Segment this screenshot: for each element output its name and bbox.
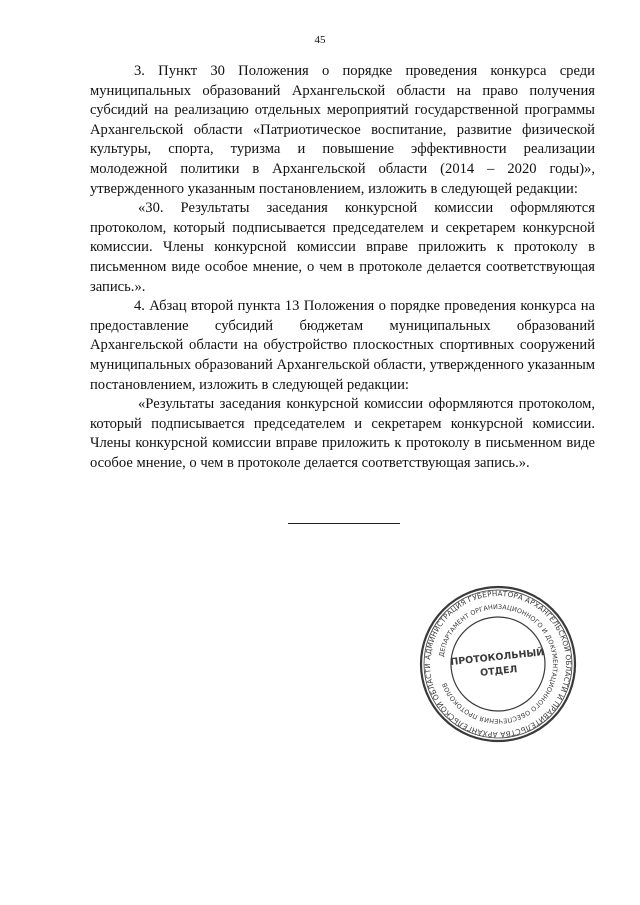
stamp-center-line-2: ОТДЕЛ bbox=[479, 664, 518, 679]
paragraph-item-3: 3. Пункт 30 Положения о порядке проведения конкурса среди муниципальных образований Архангельской области на право получения субсидий на реализацию отдельных мероприятий государственной программы Архангельской области «Патриотическое воспитание, развитие физической культуры, спорта, туризма и повышение эффективности реализации молодежной политики в Архангельской области (2014 – 2020 годы)», утвержденного указанным постановлением, изложить в следующей редакции: bbox=[90, 63, 595, 197]
stamp-inner-text: ДЕПАРТАМЕНТ ОРГАНИЗАЦИОННОГО И ДОКУМЕНТАЦИОННОГО ОБЕСПЕЧЕНИЯ ПРОТОКОЛОВ bbox=[437, 602, 560, 726]
stamp-center-line-1: ПРОТОКОЛЬНЫЙ bbox=[449, 647, 545, 668]
quoted-paragraph-results: «Результаты заседания конкурсной комиссии оформляются протоколом, который подписывается председателем и секретарем конкурсной комиссии. Члены конкурсной комиссии вправе приложить к протоколу в письменном виде особое мнение, о чем в протоколе делается соответствующая запись.». bbox=[90, 396, 595, 471]
official-stamp bbox=[418, 584, 578, 744]
page-number: 45 bbox=[314, 34, 326, 46]
document-body bbox=[90, 62, 595, 473]
stamp-seal-graphic bbox=[418, 584, 578, 744]
paragraph-item-4: 4. Абзац второй пункта 13 Положения о порядке проведения конкурса на предоставление субсидий бюджетам муниципальных образований Архангельской области на обустройство плоскостных спортивных сооружений муниципальных образований Архангельской области, утвержденного указанным постановлением, изложить в следующей редакции: bbox=[90, 298, 595, 393]
stamp-outer-text: АДМИНИСТРАЦИЯ ГУБЕРНАТОРА АРХАНГЕЛЬСКОЙ ОБЛАСТИ И ПРАВИТЕЛЬСТВА АРХАНГЕЛЬСКОЙ ОБЛАСТИ bbox=[422, 588, 574, 740]
end-divider-line bbox=[288, 523, 400, 524]
quoted-paragraph-30: «30. Результаты заседания конкурсной комиссии оформляются протоколом, который подписывается председателем и секретарем конкурсной комиссии. Члены конкурсной комиссии вправе приложить к протоколу в письменном виде особое мнение, о чем в протоколе делается соответствующая запись.». bbox=[90, 200, 595, 295]
